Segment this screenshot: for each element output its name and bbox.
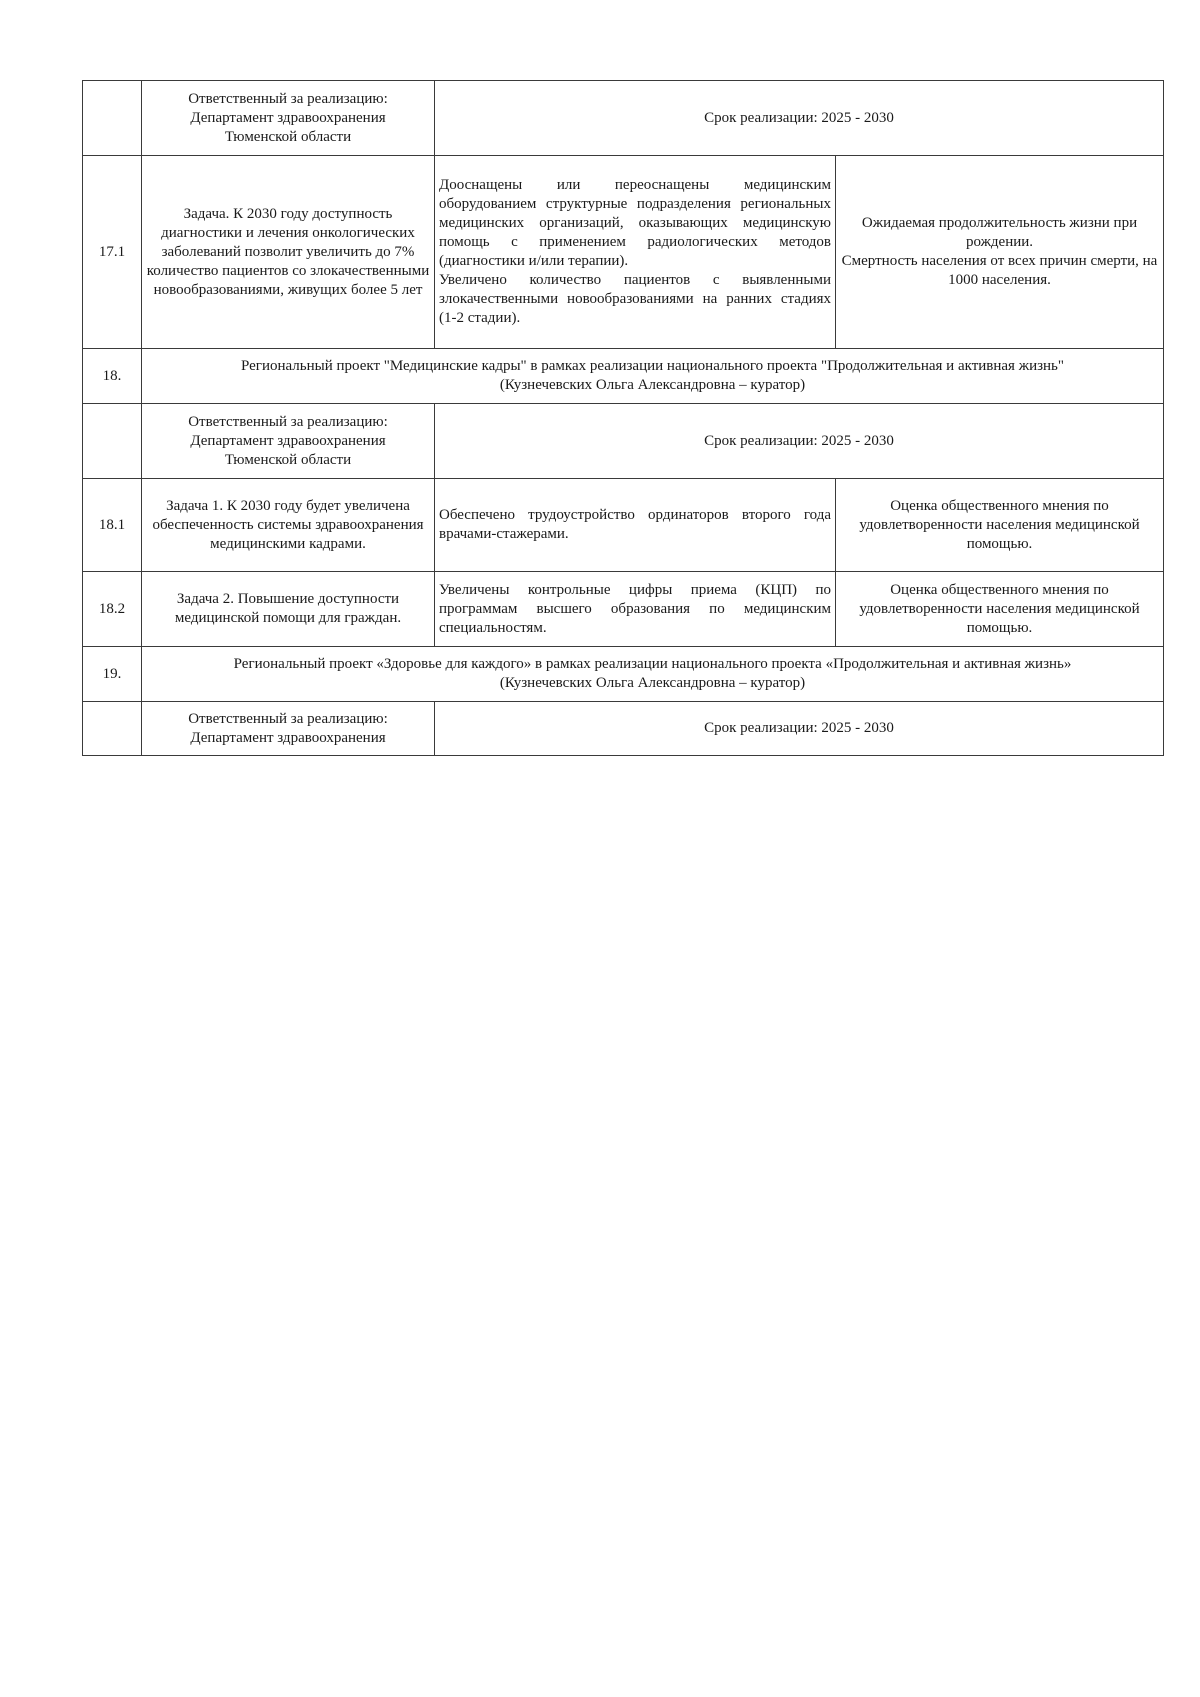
number-cell: 17.1	[83, 156, 142, 349]
task-cell: Задача 2. Повышение доступности медицинской помощи для граждан.	[142, 572, 435, 647]
term-cell: Срок реализации: 2025 - 2030	[435, 404, 1164, 479]
table-row	[83, 479, 1164, 572]
term-cell: Срок реализации: 2025 - 2030	[435, 81, 1164, 156]
indicator-cell: Ожидаемая продолжительность жизни при рождении. Смертность населения от всех причин смерти, на 1000 населения.	[836, 156, 1164, 349]
project-title-cell: Региональный проект "Медицинские кадры" в рамках реализации национального проекта "Продолжительная и активная жизнь" (Кузнечевских Ольга Александровна – куратор)	[142, 349, 1164, 404]
result-cell: Увеличены контрольные цифры приема (КЦП) по программам высшего образования по медицинским специальностям.	[435, 572, 836, 647]
number-cell	[83, 404, 142, 479]
indicator-cell: Оценка общественного мнения по удовлетворенности населения медицинской помощью.	[836, 572, 1164, 647]
program-table	[82, 80, 1164, 756]
number-cell	[83, 81, 142, 156]
indicator-cell: Оценка общественного мнения по удовлетворенности населения медицинской помощью.	[836, 479, 1164, 572]
responsible-cell: Ответственный за реализацию: Департамент здравоохранения	[142, 702, 435, 756]
table-row	[83, 349, 1164, 404]
responsible-cell: Ответственный за реализацию: Департамент здравоохранения Тюменской области	[142, 81, 435, 156]
table-row	[83, 647, 1164, 702]
task-cell: Задача 1. К 2030 году будет увеличена обеспеченность системы здравоохранения медицинскими кадрами.	[142, 479, 435, 572]
result-cell: Обеспечено трудоустройство ординаторов второго года врачами-стажерами.	[435, 479, 836, 572]
table-row	[83, 81, 1164, 156]
number-cell	[83, 702, 142, 756]
table-row	[83, 156, 1164, 349]
number-cell: 18.	[83, 349, 142, 404]
task-cell: Задача. К 2030 году доступность диагностики и лечения онкологических заболеваний позволит увеличить до 7% количество пациентов со злокачественными новообразованиями, живущих более 5 лет	[142, 156, 435, 349]
result-cell: Дооснащены или переоснащены медицинским оборудованием структурные подразделения региональных медицинских организаций, оказывающих медицинскую помощь с применением радиологических методов (диагностики и/или терапии). Увеличено количество пациентов с выявленными злокачественными новообразованиями на ранних стадиях (1-2 стадии).	[435, 156, 836, 349]
number-cell: 19.	[83, 647, 142, 702]
responsible-cell: Ответственный за реализацию: Департамент здравоохранения Тюменской области	[142, 404, 435, 479]
project-title-cell: Региональный проект «Здоровье для каждого» в рамках реализации национального проекта «Продолжительная и активная жизнь» (Кузнечевских Ольга Александровна – куратор)	[142, 647, 1164, 702]
table-row	[83, 404, 1164, 479]
term-cell: Срок реализации: 2025 - 2030	[435, 702, 1164, 756]
number-cell: 18.2	[83, 572, 142, 647]
table-row	[83, 572, 1164, 647]
table-row	[83, 702, 1164, 756]
number-cell: 18.1	[83, 479, 142, 572]
